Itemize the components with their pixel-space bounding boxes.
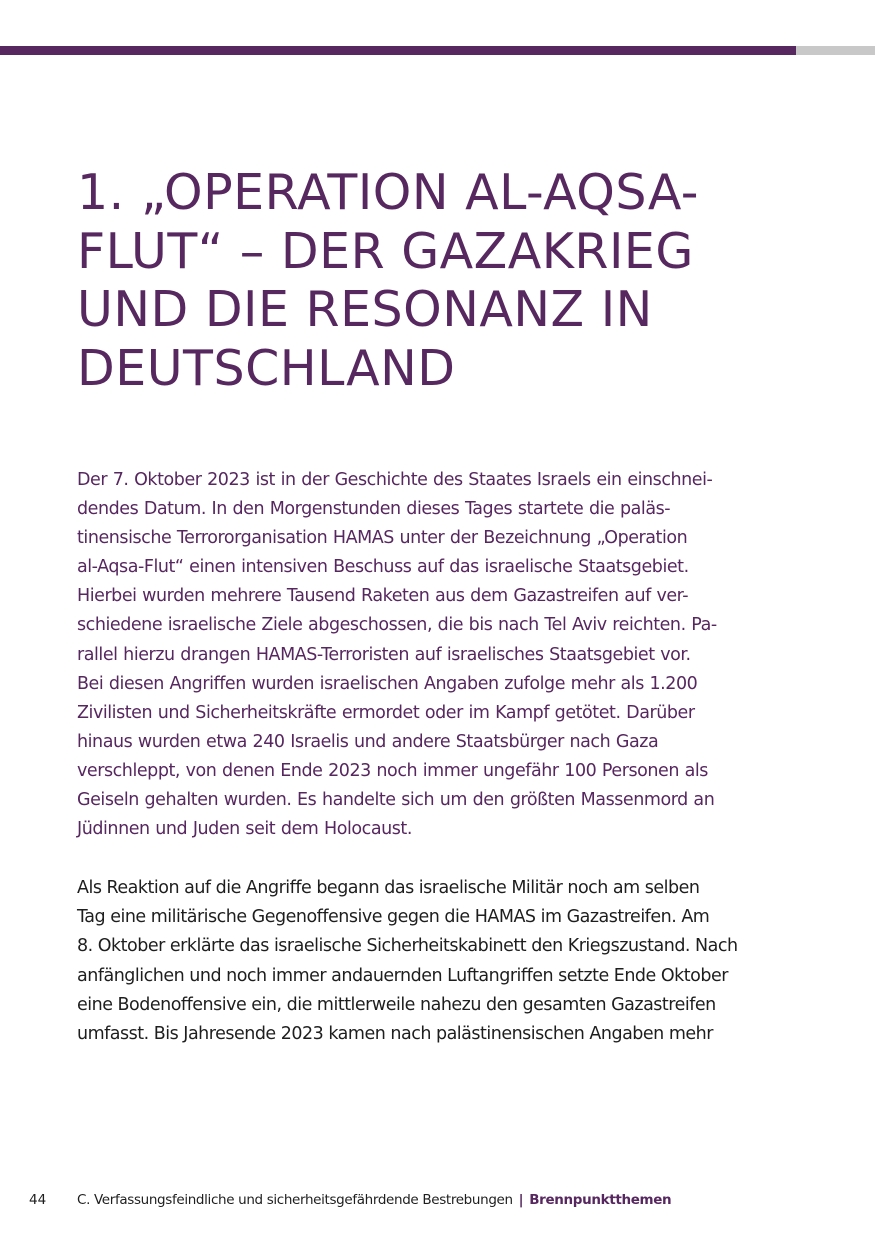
- page-footer: [0, 1188, 875, 1212]
- body-paragraph: Als Reaktion auf die Angriffe begann das israelische Militär noch am selben Tag eine militärische Gegenoffensive gegen die HAMAS im Gazastreifen. Am 8. Oktober erklärte das israelische Sicherheitskabinett den Kriegszustand. Nach anfänglichen und noch immer andauernden Luftangriffen setzte Ende Oktober eine Bodenoffensive ein, die mittlerweile nahezu den gesamten Gazastreifen umfasst. Bis Jahresende 2023 kamen nach palästinensischen Angaben mehr: [77, 878, 738, 1045]
- footer-separator: |: [518, 1192, 524, 1208]
- running-footer: [77, 1188, 671, 1212]
- header-grey-rule: [796, 46, 875, 55]
- footer-chapter-text: C. Verfassungsfeindliche und sicherheitsgefährdende Bestrebungen: [77, 1192, 513, 1208]
- header-accent-rule: [0, 46, 796, 55]
- chapter-title: 1. „OPERATION AL-AQSA- FLUT“ – DER GAZAKRIEG UND DIE RESONANZ IN DEUTSCHLAND: [77, 164, 699, 397]
- lead-paragraph: Der 7. Oktober 2023 ist in der Geschichte des Staates Israels ein einschnei- dendes Datum. In den Morgenstunden dieses Tages startete die paläs- tinensische Terrororganisation HAMAS unter der Bezeichnung „Operation al-Aqsa-Flut“ einen intensiven Beschuss auf das israelische Staatsgebiet. Hierbei wurden mehrere Tausend Raketen aus dem Gazastreifen auf ver- schiedene israelische Ziele abgeschossen, die bis nach Tel Aviv reichten. Pa- rallel hierzu drangen HAMAS-Terroristen auf israelisches Staatsgebiet vor. Bei diesen Angriffen wurden israelischen Angaben zufolge mehr als 1.200 Zivilisten und Sicherheitskräfte ermordet oder im Kampf getötet. Darüber hinaus wurden etwa 240 Israelis und andere Staatsbürger nach Gaza verschleppt, von denen Ende 2023 noch immer ungefähr 100 Personen als Geiseln gehalten wurden. Es handelte sich um den größten Massenmord an Jüdinnen und Juden seit dem Holocaust.: [77, 470, 717, 840]
- page-number: 44: [29, 1192, 47, 1208]
- footer-section-name: Brennpunktthemen: [529, 1192, 672, 1208]
